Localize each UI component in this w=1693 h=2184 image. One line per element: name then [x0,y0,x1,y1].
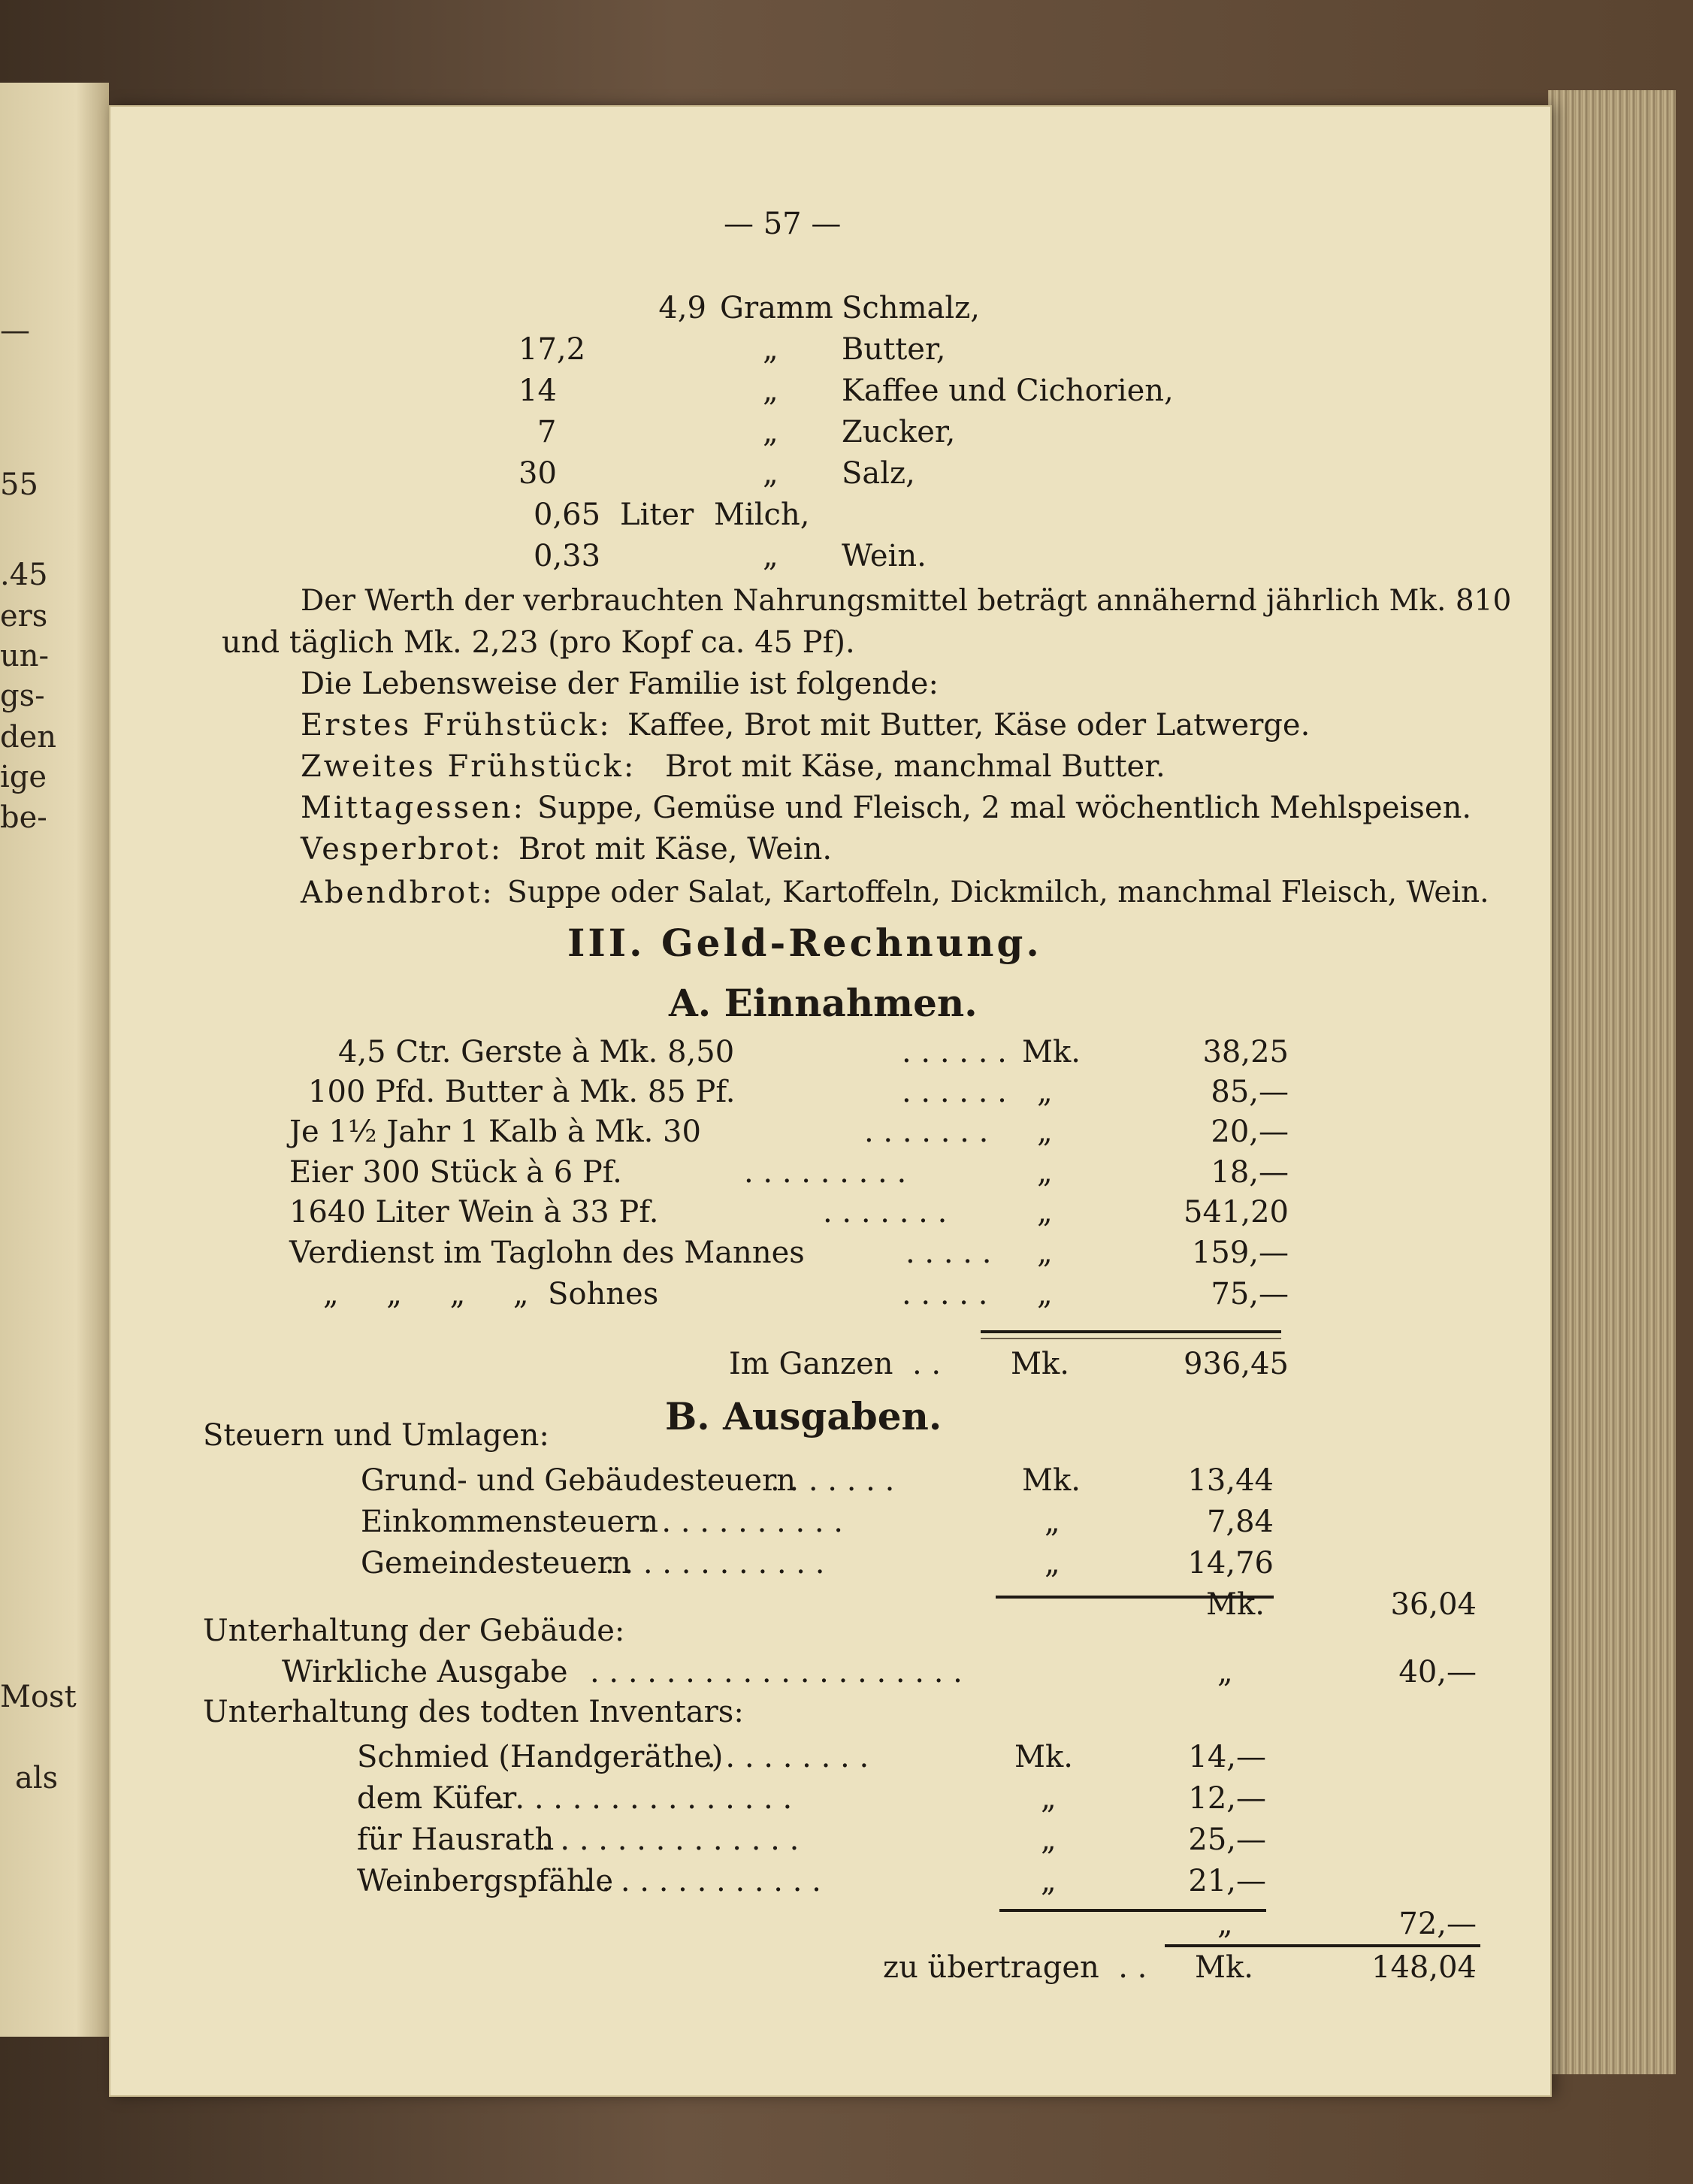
meal-name: Erstes Frühstück: [301,708,612,743]
quantity: 4,9 [658,291,706,325]
expense-group-label: Unterhaltung der Gebäude: [203,1614,625,1648]
left-fragment: 55 [0,467,38,502]
page-edges [1548,90,1676,2074]
expense-label: Gemeindesteuern [361,1546,631,1581]
income-label: Eier 300 Stück à 6 Pf. [289,1155,622,1190]
item: Salz, [842,456,915,491]
item: Wein. [842,539,927,573]
expense-subtotal: 40,— [1398,1655,1477,1689]
quantity: 30 [518,456,557,491]
income-label: 100 Pfd. Butter à Mk. 85 Pf. [308,1075,736,1109]
currency: Mk. [1022,1035,1081,1069]
left-fragment: .45 [0,558,48,592]
income-total: 936,45 [1184,1347,1289,1381]
unit: Liter [620,498,694,532]
total-rule [981,1338,1281,1339]
income-amount: 85,— [1211,1075,1289,1109]
meal-description: Suppe oder Salat, Kartoffeln, Dickmilch, manchmal Fleisch, Wein. [507,876,1489,909]
left-fragment: den [0,720,57,755]
expense-label: für Hausrath [357,1823,555,1857]
page-number: — 57 — [724,207,842,241]
expense-amount: 13,44 [1187,1463,1274,1498]
dot-leader: . . . . . . . . . . . . [605,1546,825,1581]
expense-amount: 14,76 [1187,1546,1274,1581]
meal-description: Brot mit Käse, Wein. [518,832,833,867]
paragraph-line: und täglich Mk. 2,23 (pro Kopf ca. 45 Pf). [222,625,855,660]
expense-amount: 25,— [1188,1823,1266,1857]
currency: „ [1037,1155,1053,1190]
unit: „ [763,374,778,408]
quantity: 0,65 [534,498,601,532]
dot-leader: . . . . . . . . . . . [642,1505,844,1539]
expense-label: Einkommensteuern [361,1505,658,1539]
expense-amount: 21,— [1188,1864,1266,1898]
currency: Mk. [1022,1463,1081,1498]
dot-leader: . . . . . [902,1277,988,1311]
currency: „ [1037,1195,1053,1230]
dot-leader: . . . . . . . . . [706,1740,869,1774]
dot-leader: . . . . . [905,1236,992,1270]
dot-leader: . . . . . . [902,1035,1007,1069]
income-amount: 159,— [1191,1236,1289,1270]
income-total-label: Im Ganzen . . [729,1347,942,1381]
dot-leader: . . . . . . . . . . . . . . [541,1823,800,1857]
dot-leader: . . . . . . . [864,1115,989,1149]
carry-amount: 148,04 [1371,1950,1477,1985]
item: Milch, [714,498,810,532]
income-amount: 20,— [1211,1115,1289,1149]
dot-leader: . . . . . . . . . [744,1155,907,1190]
meal-name: Mittagessen: [301,791,525,825]
paragraph-line: Der Werth der verbrauchten Nahrungsmittel beträgt annähernd jährlich Mk. 810 [301,584,1512,618]
currency: „ [1217,1655,1233,1689]
carry-label: zu übertragen . . [883,1950,1147,1985]
quantity: 0,33 [534,539,601,573]
item: Schmalz, [842,291,980,325]
left-fragment: ige [0,760,47,794]
expenses-heading: B. Ausgaben. [665,1394,942,1438]
item: Kaffee und Cichorien, [842,374,1174,408]
left-fragment: ers [0,599,48,634]
income-label: 4,5 Ctr. Gerste à Mk. 8,50 [338,1035,735,1069]
expense-subtotal: 72,— [1398,1907,1477,1941]
expense-label: dem Küfer [357,1781,517,1816]
expense-group-label: Unterhaltung des todten Inventars: [203,1695,744,1729]
meal-description: Kaffee, Brot mit Butter, Käse oder Latwerge. [627,708,1311,743]
left-fragment: Most [0,1680,77,1714]
left-fragment: — [0,313,30,348]
currency: „ [1041,1864,1057,1898]
income-heading: A. Einnahmen. [669,981,978,1025]
income-label: Je 1½ Jahr 1 Kalb à Mk. 30 [289,1115,701,1149]
carry-rule [1165,1944,1480,1947]
currency: „ [1045,1546,1060,1581]
total-rule [981,1330,1281,1333]
dot-leader: . . . . . . . . . . . . . . . . [496,1781,793,1816]
expense-label: Weinbergspfähle [357,1864,614,1898]
expense-group-label: Steuern und Umlagen: [203,1418,549,1453]
left-fragment: gs- [0,679,45,713]
income-amount: 38,25 [1202,1035,1289,1069]
expense-amount: 14,— [1188,1740,1266,1774]
income-label: 1640 Liter Wein à 33 Pf. [289,1195,659,1230]
section-title: III. Geld-Rechnung. [567,921,1042,965]
item: Zucker, [842,415,956,449]
currency: „ [1217,1907,1233,1941]
unit: „ [763,456,778,491]
expense-label: Schmied (Handgeräthe) [357,1740,724,1774]
meal-name: Zweites Frühstück: [301,749,636,784]
currency: Mk. [1014,1740,1073,1774]
currency: „ [1045,1505,1060,1539]
page [109,105,1552,2097]
meal-description: Brot mit Käse, manchmal Butter. [665,749,1165,784]
expense-label: Grund- und Gebäudesteuern [361,1463,796,1498]
expense-amount: 12,— [1188,1781,1266,1816]
income-label: „ „ „ „ Sohnes [323,1277,659,1311]
quantity: 7 [537,415,557,449]
meal-name: Vesperbrot: [301,832,503,867]
unit: Gramm [720,291,833,325]
currency: „ [1037,1075,1053,1109]
currency: Mk. [1011,1347,1069,1381]
income-label: Verdienst im Taglohn des Mannes [289,1236,805,1270]
unit: „ [763,415,778,449]
item: Butter, [842,332,946,367]
meal-name: Abendbrot: [301,876,494,910]
left-fragment: un- [0,639,50,673]
left-page [0,83,109,2037]
dot-leader: . . . . . . [902,1075,1007,1109]
currency: „ [1037,1236,1053,1270]
expense-amount: 7,84 [1206,1505,1274,1539]
meal-description: Suppe, Gemüse und Fleisch, 2 mal wöchentlich Mehlspeisen. [537,791,1472,825]
income-amount: 75,— [1211,1277,1289,1311]
income-amount: 18,— [1211,1155,1289,1190]
dot-leader: . . . . . . . . . . . . . [582,1864,821,1898]
income-amount: 541,20 [1184,1195,1289,1230]
quantity: 14 [518,374,557,408]
currency: Mk. [1206,1587,1265,1622]
left-fragment: be- [0,800,47,835]
dot-leader: . . . . . . . [770,1463,895,1498]
left-fragment: als [15,1761,59,1795]
paragraph-line: Die Lebensweise der Familie ist folgende: [301,667,939,701]
currency: „ [1041,1823,1057,1857]
currency: „ [1041,1781,1057,1816]
currency: Mk. [1195,1950,1253,1985]
expense-subtotal: 36,04 [1390,1587,1477,1622]
currency: „ [1037,1277,1053,1311]
currency: „ [1037,1115,1053,1149]
quantity: 17,2 [518,332,586,367]
unit: „ [763,332,778,367]
dot-leader: . . . . . . . [823,1195,948,1230]
unit: „ [763,539,778,573]
expense-label: Wirkliche Ausgabe [282,1655,568,1689]
dot-leader: . . . . . . . . . . . . . . . . . . . . [590,1655,963,1689]
